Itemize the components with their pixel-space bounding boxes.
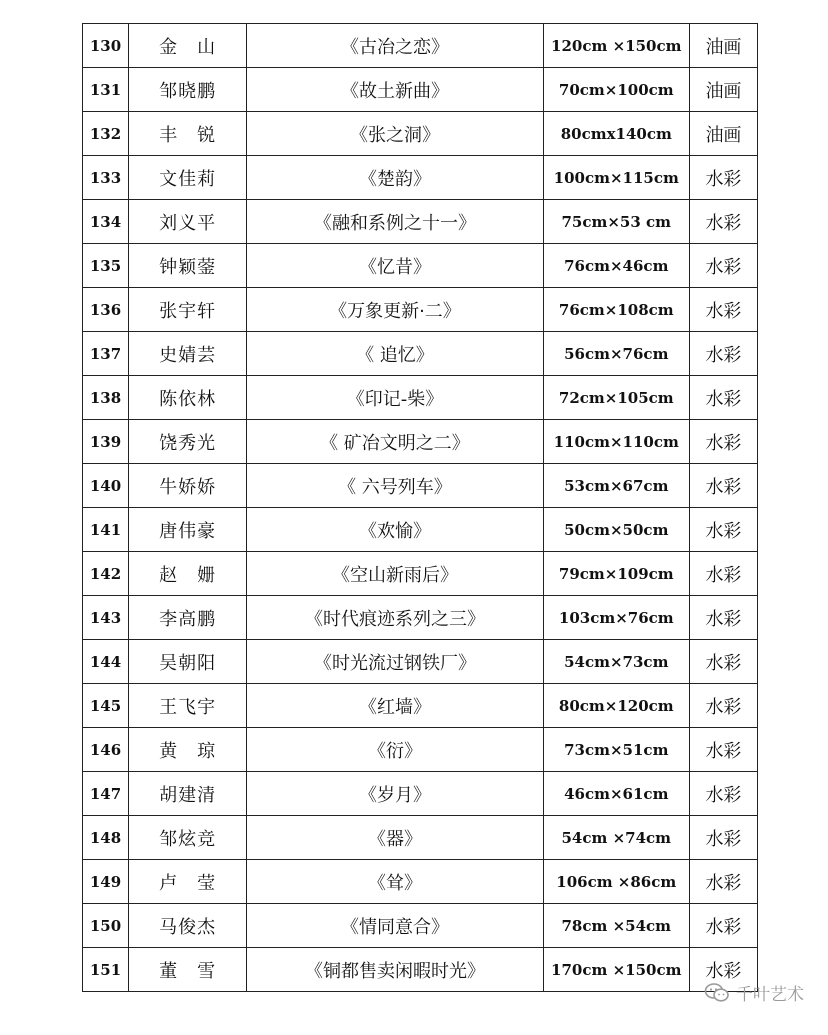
artwork-medium: 水彩 (689, 420, 757, 464)
artwork-size: 56cm×76cm (543, 332, 689, 376)
artwork-number: 141 (83, 508, 129, 552)
artwork-number: 132 (83, 112, 129, 156)
artwork-size: 170cm ×150cm (543, 948, 689, 992)
artist-name: 唐伟豪 (129, 508, 247, 552)
artwork-size: 100cm×115cm (543, 156, 689, 200)
artwork-title: 《情同意合》 (247, 904, 543, 948)
artwork-title: 《铜都售卖闲暇时光》 (247, 948, 543, 992)
table-row (83, 860, 758, 904)
table-body (83, 24, 758, 992)
artwork-number: 146 (83, 728, 129, 772)
artwork-number: 149 (83, 860, 129, 904)
artwork-medium: 水彩 (689, 860, 757, 904)
artist-name: 赵 姗 (129, 552, 247, 596)
artwork-medium: 水彩 (689, 728, 757, 772)
artwork-number: 136 (83, 288, 129, 332)
artwork-medium: 水彩 (689, 464, 757, 508)
artwork-medium: 油画 (689, 68, 757, 112)
artwork-medium: 水彩 (689, 596, 757, 640)
artist-name: 刘义平 (129, 200, 247, 244)
table-row (83, 244, 758, 288)
artwork-title: 《忆昔》 (247, 244, 543, 288)
artwork-size: 103cm×76cm (543, 596, 689, 640)
artwork-medium: 水彩 (689, 816, 757, 860)
artwork-number: 131 (83, 68, 129, 112)
artwork-medium: 水彩 (689, 948, 757, 992)
artwork-size: 120cm ×150cm (543, 24, 689, 68)
artwork-size: 76cm×108cm (543, 288, 689, 332)
artwork-number: 135 (83, 244, 129, 288)
artwork-size: 50cm×50cm (543, 508, 689, 552)
table-row (83, 904, 758, 948)
artwork-number: 134 (83, 200, 129, 244)
artist-name: 胡建清 (129, 772, 247, 816)
artist-name: 邹炫竞 (129, 816, 247, 860)
artist-name: 黄 琼 (129, 728, 247, 772)
artist-name: 邹晓鹏 (129, 68, 247, 112)
artwork-title: 《张之洞》 (247, 112, 543, 156)
table-row (83, 816, 758, 860)
table-row (83, 420, 758, 464)
artwork-title: 《 六号列车》 (247, 464, 543, 508)
artwork-medium: 水彩 (689, 156, 757, 200)
table-row (83, 684, 758, 728)
artist-name: 马俊杰 (129, 904, 247, 948)
artwork-number: 142 (83, 552, 129, 596)
artist-name: 金 山 (129, 24, 247, 68)
artwork-title: 《 矿冶文明之二》 (247, 420, 543, 464)
artwork-title: 《融和系例之十一》 (247, 200, 543, 244)
artwork-number: 150 (83, 904, 129, 948)
artwork-size: 46cm×61cm (543, 772, 689, 816)
artwork-medium: 水彩 (689, 332, 757, 376)
artwork-medium: 水彩 (689, 772, 757, 816)
artwork-number: 147 (83, 772, 129, 816)
artwork-number: 130 (83, 24, 129, 68)
artwork-size: 106cm ×86cm (543, 860, 689, 904)
artwork-title: 《岁月》 (247, 772, 543, 816)
artist-name: 张宇轩 (129, 288, 247, 332)
artwork-title: 《万象更新·二》 (247, 288, 543, 332)
artwork-size: 73cm×51cm (543, 728, 689, 772)
artwork-number: 139 (83, 420, 129, 464)
artwork-title: 《耸》 (247, 860, 543, 904)
table-row (83, 288, 758, 332)
table-row (83, 24, 758, 68)
artwork-size: 110cm×110cm (543, 420, 689, 464)
table-row (83, 640, 758, 684)
artist-name: 吴朝阳 (129, 640, 247, 684)
artwork-size: 80cmx140cm (543, 112, 689, 156)
table-row (83, 728, 758, 772)
artwork-size: 72cm×105cm (543, 376, 689, 420)
wechat-icon (704, 982, 730, 1004)
artwork-title: 《衍》 (247, 728, 543, 772)
artwork-number: 151 (83, 948, 129, 992)
artwork-number: 144 (83, 640, 129, 684)
artwork-number: 137 (83, 332, 129, 376)
artist-name: 李高鹏 (129, 596, 247, 640)
artist-name: 陈依林 (129, 376, 247, 420)
artwork-medium: 油画 (689, 24, 757, 68)
table-row (83, 200, 758, 244)
table-row (83, 68, 758, 112)
artist-name: 饶秀光 (129, 420, 247, 464)
artist-name: 史婧芸 (129, 332, 247, 376)
artwork-number: 133 (83, 156, 129, 200)
table-row (83, 948, 758, 992)
artwork-medium: 水彩 (689, 288, 757, 332)
artwork-title: 《时代痕迹系列之三》 (247, 596, 543, 640)
artwork-title: 《红墙》 (247, 684, 543, 728)
artwork-medium: 水彩 (689, 200, 757, 244)
artwork-number: 140 (83, 464, 129, 508)
table-row (83, 508, 758, 552)
artwork-title: 《欢愉》 (247, 508, 543, 552)
artwork-title: 《 追忆》 (247, 332, 543, 376)
artwork-title: 《印记-柴》 (247, 376, 543, 420)
artwork-list-table (82, 23, 758, 992)
artist-name: 文佳莉 (129, 156, 247, 200)
artwork-size: 70cm×100cm (543, 68, 689, 112)
artwork-title: 《故土新曲》 (247, 68, 543, 112)
artwork-title: 《器》 (247, 816, 543, 860)
watermark-text: 千叶艺术 (736, 985, 804, 1005)
artwork-number: 145 (83, 684, 129, 728)
artwork-title: 《时光流过钢铁厂》 (247, 640, 543, 684)
table-row (83, 376, 758, 420)
table-row (83, 596, 758, 640)
artwork-medium: 水彩 (689, 640, 757, 684)
artist-name: 卢 莹 (129, 860, 247, 904)
artwork-size: 54cm ×74cm (543, 816, 689, 860)
artwork-size: 54cm×73cm (543, 640, 689, 684)
artwork-size: 76cm×46cm (543, 244, 689, 288)
table-row (83, 552, 758, 596)
table-row (83, 772, 758, 816)
artwork-medium: 水彩 (689, 552, 757, 596)
artwork-size: 80cm×120cm (543, 684, 689, 728)
artwork-title: 《空山新雨后》 (247, 552, 543, 596)
table-row (83, 112, 758, 156)
artist-name: 董 雪 (129, 948, 247, 992)
artwork-number: 143 (83, 596, 129, 640)
watermark (704, 980, 804, 1005)
artwork-number: 138 (83, 376, 129, 420)
artwork-size: 75cm×53 cm (543, 200, 689, 244)
artwork-medium: 水彩 (689, 684, 757, 728)
artwork-medium: 水彩 (689, 376, 757, 420)
artwork-number: 148 (83, 816, 129, 860)
table-row (83, 332, 758, 376)
artwork-medium: 水彩 (689, 904, 757, 948)
artwork-medium: 水彩 (689, 508, 757, 552)
artist-name: 王飞宇 (129, 684, 247, 728)
artist-name: 丰 锐 (129, 112, 247, 156)
artwork-size: 53cm×67cm (543, 464, 689, 508)
artwork-size: 78cm ×54cm (543, 904, 689, 948)
artwork-size: 79cm×109cm (543, 552, 689, 596)
artwork-medium: 水彩 (689, 244, 757, 288)
table-row (83, 464, 758, 508)
artwork-title: 《古冶之恋》 (247, 24, 543, 68)
artist-name: 牛娇娇 (129, 464, 247, 508)
artist-name: 钟颖蓥 (129, 244, 247, 288)
table-row (83, 156, 758, 200)
artwork-title: 《楚韵》 (247, 156, 543, 200)
artwork-medium: 油画 (689, 112, 757, 156)
